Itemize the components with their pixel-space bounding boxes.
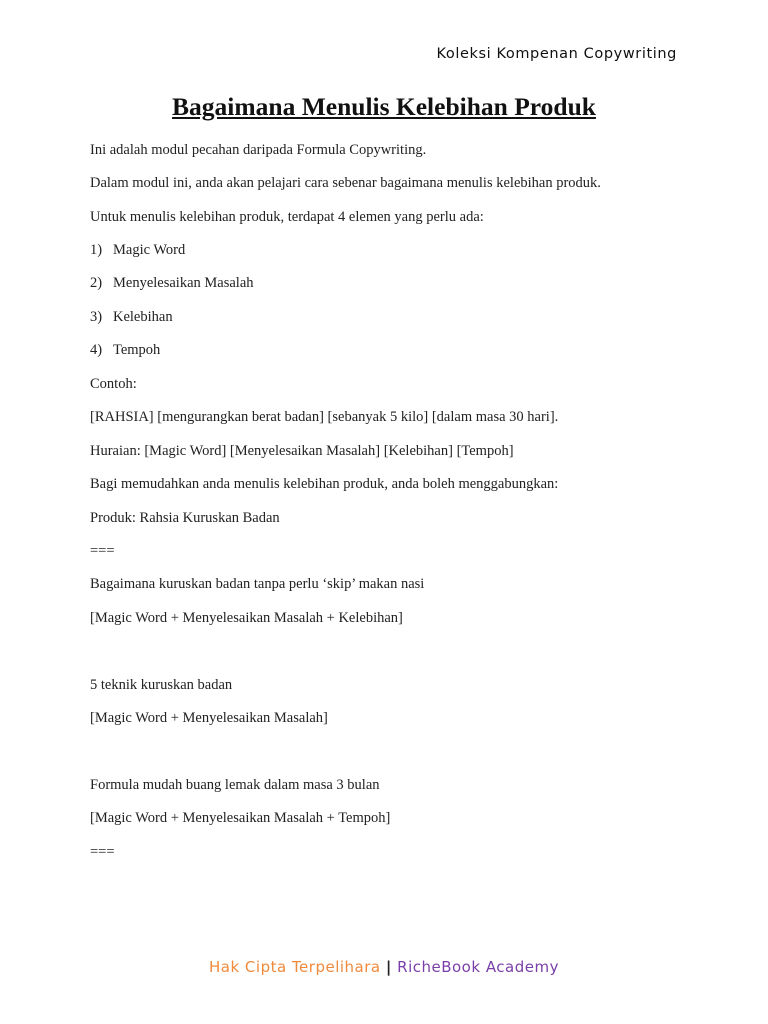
headline-example-3: Formula mudah buang lemak dalam masa 3 bulan: [90, 777, 380, 793]
list-item: [90, 241, 185, 259]
formula-example-1: [Magic Word + Menyelesaikan Masalah + Kelebihan]: [90, 610, 403, 626]
list-item: [90, 341, 160, 359]
list-text: Tempoh: [113, 342, 161, 358]
publisher-name: RicheBook Academy: [397, 958, 559, 976]
list-number: 3): [90, 309, 103, 325]
example-label: Contoh:: [90, 376, 137, 392]
combine-text: Bagi memudahkan anda menulis kelebihan produk, anda boleh menggabungkan:: [90, 476, 559, 492]
list-number: 4): [90, 342, 103, 358]
copyright-text: Hak Cipta Terpelihara: [209, 958, 381, 976]
formula-example-2: [Magic Word + Menyelesaikan Masalah]: [90, 710, 328, 726]
list-item: [90, 308, 173, 326]
example-text: [RAHSIA] [mengurangkan berat badan] [sebanyak 5 kilo] [dalam masa 30 hari].: [90, 409, 559, 425]
breakdown-text: Huraian: [Magic Word] [Menyelesaikan Masalah] [Kelebihan] [Tempoh]: [90, 443, 514, 459]
intro-paragraph-1: Ini adalah modul pecahan daripada Formula Copywriting.: [90, 142, 427, 158]
list-text: Menyelesaikan Masalah: [113, 275, 254, 291]
product-text: Produk: Rahsia Kuruskan Badan: [90, 510, 280, 526]
page-footer: [0, 958, 768, 976]
divider-text: ===: [90, 543, 115, 559]
footer-separator: |: [385, 958, 392, 976]
document-title: Bagaimana Menulis Kelebihan Produk: [172, 92, 596, 121]
divider-text: ===: [90, 844, 115, 860]
list-text: Kelebihan: [113, 309, 173, 325]
list-number: 1): [90, 242, 103, 258]
page-header: Koleksi Kompenan Copywriting: [436, 46, 677, 62]
intro-paragraph-2: Dalam modul ini, anda akan pelajari cara sebenar bagaimana menulis kelebihan produk.: [90, 175, 601, 191]
list-number: 2): [90, 275, 103, 291]
intro-paragraph-3: Untuk menulis kelebihan produk, terdapat 4 elemen yang perlu ada:: [90, 209, 484, 225]
headline-example-2: 5 teknik kuruskan badan: [90, 677, 233, 693]
list-text: Magic Word: [113, 242, 186, 258]
list-item: [90, 274, 254, 292]
headline-example-1: Bagaimana kuruskan badan tanpa perlu ‘skip’ makan nasi: [90, 576, 425, 592]
formula-example-3: [Magic Word + Menyelesaikan Masalah + Tempoh]: [90, 810, 391, 826]
